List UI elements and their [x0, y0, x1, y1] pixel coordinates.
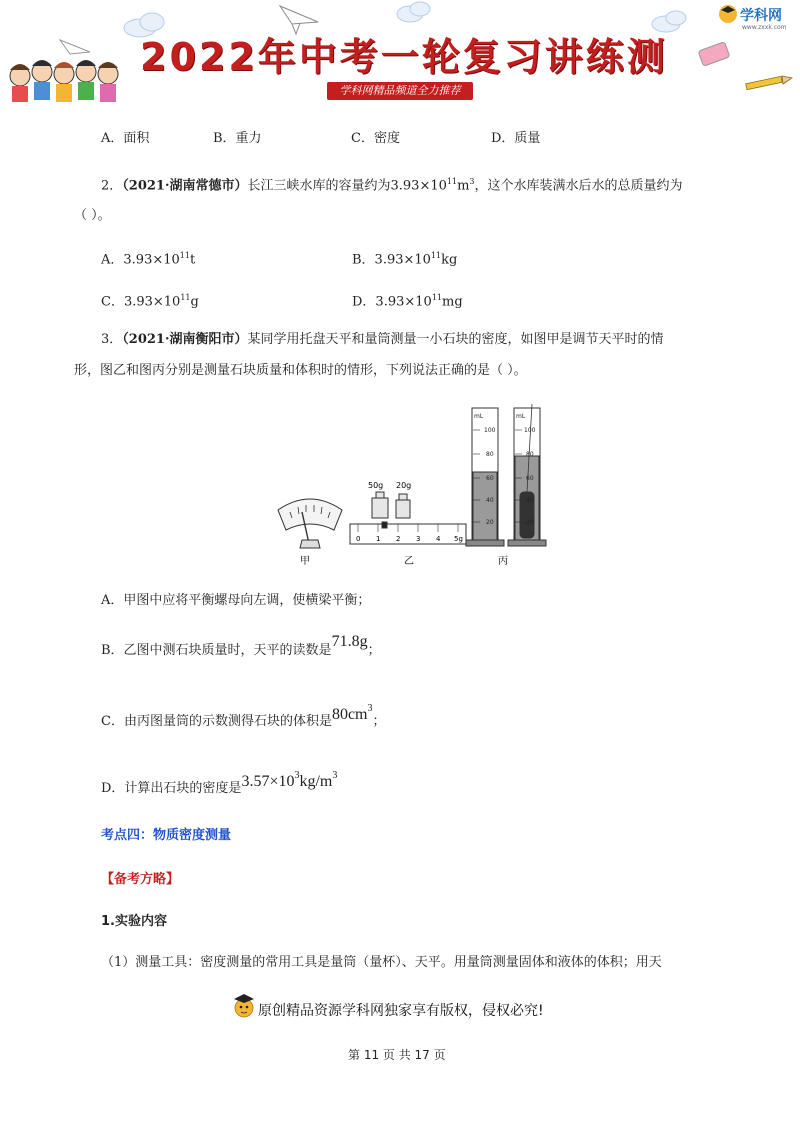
cyl-left-tick-20: 20 [486, 519, 494, 526]
mascot-icon [232, 990, 258, 1020]
eraser-icon [698, 42, 730, 67]
cyl-right-unit: mL [516, 413, 526, 420]
cyl-left-tick-40: 40 [486, 497, 494, 504]
figure-yi-scale [350, 522, 466, 544]
q3-stem-line1 [101, 330, 664, 350]
q2-stem-line2: （ ）。 [74, 208, 111, 223]
figure-weight2-label: 20g [396, 481, 412, 490]
experiment-heading: 1.实验内容 [101, 914, 167, 929]
q2-option-a [101, 246, 195, 270]
q2-b-exp: 11 [430, 251, 442, 260]
scale-tick-4: 4 [436, 535, 441, 543]
cyl-right-tick-100: 100 [524, 427, 536, 434]
scale-tick-2: 2 [396, 535, 401, 543]
q3-text-line1: 某同学用托盘天平和量筒测量一小石块的密度，如图甲是调节天平时的情 [247, 332, 664, 347]
q3-option-b [101, 633, 381, 661]
scale-tick-5: 5g [454, 535, 463, 543]
q3-c-value: 80cm [331, 706, 368, 723]
scale-tick-3: 3 [416, 535, 421, 543]
pencil-icon [746, 76, 792, 90]
q2-source: （2021·湖南常德市） [122, 178, 248, 194]
copyright-notice: 原创精品资源学科网独家享有版权，侵权必究! [258, 1003, 544, 1019]
q2-c-unit: g [190, 294, 199, 310]
q2-exp: 11 [446, 177, 458, 186]
q3-d-text: D．计算出石块的密度是 [101, 781, 242, 796]
page-number: 第 11 页 共 17 页 [348, 1048, 446, 1062]
beikao-heading: 【备考方略】 [101, 872, 180, 887]
q2-c-exp: 11 [180, 293, 191, 302]
q3-option-c [101, 705, 386, 732]
q2-b-unit: kg [441, 252, 458, 268]
q1-option-d: D．质量 [491, 131, 541, 146]
q2-text-c: ，这个水库装满水后水的总质量约为 [474, 178, 683, 194]
cyl-right-tick-60: 60 [526, 475, 534, 482]
scale-tick-0: 0 [356, 535, 361, 543]
q2-c-pre: C．3.93×10 [101, 294, 181, 310]
kids-illustration [10, 60, 118, 102]
q2-a-exp: 11 [179, 251, 190, 260]
q3-option-a: A．甲图中应将平衡螺母向左调，使横梁平衡； [101, 593, 371, 608]
figure-label-jia: 甲 [300, 556, 310, 567]
section-paragraph: （1）测量工具：密度测量的常用工具是量筒（量杯）、天平。用量筒测量固体和液体的体积；用天 [101, 955, 662, 970]
q2-a-pre: A．3.93×10 [101, 252, 180, 268]
q3-c-exp: 3 [367, 703, 373, 714]
q2-option-c [101, 288, 199, 312]
scale-tick-1: 1 [376, 535, 381, 543]
figure-label-bing: 丙 [498, 556, 508, 567]
cyl-right-tick-80: 80 [526, 451, 534, 458]
cyl-right-tick-20: 20 [526, 519, 534, 526]
q2-a-unit: t [189, 252, 196, 268]
cyl-left-tick-100: 100 [484, 427, 496, 434]
cyl-left-tick-80: 80 [486, 451, 494, 458]
q3-c-text: C．由丙图量筒的示数测得石块的体积是 [101, 714, 332, 729]
kaodian-heading: 考点四：物质密度测量 [101, 828, 232, 843]
q3-source: （2021·湖南衡阳市） [122, 332, 248, 347]
q3-c-math [331, 703, 373, 723]
q3-c-end: ； [372, 714, 386, 729]
cyl-left-tick-60: 60 [486, 475, 494, 482]
q3-option-d [101, 772, 337, 799]
logo-url: www.zxxk.com [742, 24, 787, 31]
q2-text-a: 长江三峡水库的容量约为3.93×10 [247, 178, 447, 194]
banner-title: 2022年中考一轮复习讲练测 [140, 35, 668, 79]
logo-text: 学科网 [740, 8, 782, 24]
q3-b-end: ； [367, 643, 381, 658]
q2-option-b [352, 246, 457, 270]
q2-d-pre: D．3.93×10 [352, 294, 432, 310]
q1-option-a: A．面积 [101, 131, 150, 146]
q3-figure [270, 400, 560, 570]
q3-d-exp: 3 [294, 770, 300, 781]
q3-number: 3． [101, 332, 123, 347]
q2-text-b: m [457, 178, 470, 194]
q3-d-value-a: 3.57×10 [241, 773, 295, 790]
q3-d-math [241, 770, 338, 790]
cyl-right-tick-40: 40 [526, 497, 534, 504]
q2-exp2: 3 [469, 177, 475, 186]
figure-weight-50g [372, 492, 388, 518]
q1-option-b: B．重力 [213, 131, 262, 146]
q2-number: 2． [101, 178, 123, 194]
q1-options [101, 129, 540, 149]
figure-weight1-label: 50g [368, 481, 384, 490]
q2-d-exp: 11 [431, 293, 442, 302]
cyl-left-unit: mL [474, 413, 484, 420]
q2-d-unit: mg [442, 294, 463, 310]
figure-jia-dial [278, 499, 342, 548]
q3-b-text: B．乙图中测石块质量时，天平的读数是 [101, 643, 332, 658]
q3-stem-line2: 形，图乙和图丙分别是测量石块质量和体积时的情形，下列说法正确的是（ ）。 [74, 363, 527, 378]
banner-subtitle: 学科网精品频道全力推荐 [327, 82, 473, 100]
q3-d-value-b: kg/m [299, 773, 333, 790]
q3-b-value: 71.8g [331, 633, 368, 650]
figure-label-yi: 乙 [404, 556, 414, 567]
q2-stem-line1 [101, 172, 683, 196]
q3-d-exp2: 3 [332, 770, 338, 781]
q2-option-d [352, 288, 463, 312]
q1-option-c: C．密度 [351, 131, 400, 146]
q2-b-pre: B．3.93×10 [352, 252, 431, 268]
figure-weight-20g [396, 494, 410, 518]
